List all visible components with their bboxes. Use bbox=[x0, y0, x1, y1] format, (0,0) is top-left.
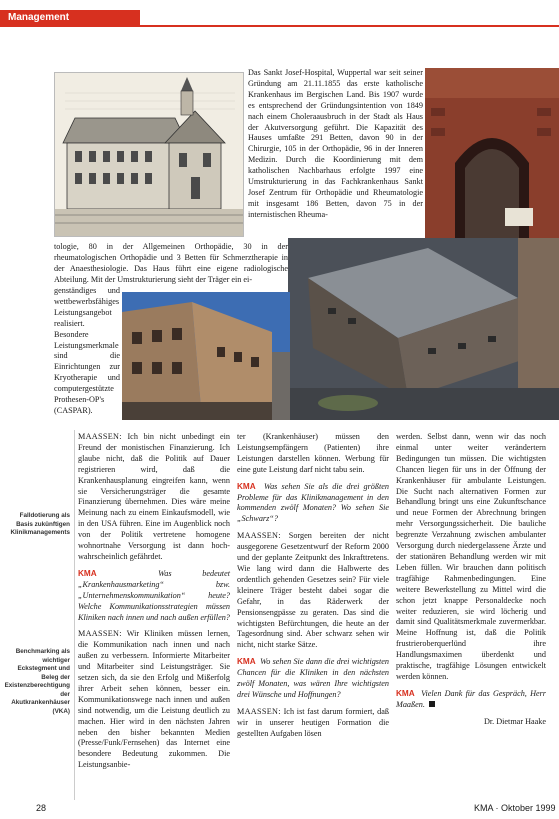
answer-paragraph: MAASSEN: Ich bin nicht unbedingt ein Freund der monistischen Finanzierung. Ich glaube nicht, daß die Politik auf Dauer registrieren wird, daß die Krankenhausplanung eingreifen kann, wenn sie Versicherungsträger die gesamte Finanzierung übernehmen. Dies wäre meine Meinung nach zu einem Einkaufsmodell, wie in den USA führen. Eine im Augenblick noch von der Politik vertretene homogene wohnortnahe Versorgung ist dann hoch-wahrscheinlich gefährdet. bbox=[78, 432, 231, 561]
answer-paragraph: MAASSEN: Sorgen bereiten der nicht ausgegorene Gesetzentwurf der Reform 2000 und der geplante Zeitpunkt des Inkrafttretens. Wie lang wird dann die Halbwerte des ordentlich gehenden Gesetzes sein? Für viele kleinere Träger besteht dabei sogar die Gefahr, in das Räderwerk der Pensionsengpässe zu geraten. Das sind die wichtigsten Befürchtungen, die heute an der Tagesordnung sind. Aber schwarz sehen wir nicht, nicht starke Sätze. bbox=[237, 531, 389, 650]
question-paragraph: KMA Wo sehen Sie dann die drei wichtigsten Chancen für die Kliniken in den nächsten zwölf Monaten, was wären Ihre wichtigsten drei Wünsche und Hoffnungen? bbox=[237, 657, 389, 699]
article-column-3 bbox=[396, 432, 546, 734]
question-paragraph: KMA Was sehen Sie als die drei größten Probleme für das Klinikmanagement in den kommenden zwölf Monaten? Wo sehen Sie „Schwarz“? bbox=[237, 481, 389, 524]
top-rule bbox=[0, 25, 559, 27]
issue-label: KMA · Oktober 1999 bbox=[474, 803, 556, 813]
street-building-photo bbox=[122, 292, 290, 420]
sidebar-divider bbox=[74, 430, 75, 800]
body-paragraph: werden. Selbst dann, wenn wir das noch einmal unter weiter verändertern Bedingungen tun müssen. Die wichtigsten Chancen liegen für uns in der Öffnung der Krankenhäuser für ambulante Leistungen. Die Sucht nach alternativen Formen zur Behandlung bringt uns eine Zukunftschance und neue Formen der Abrechnung bringen mehr Versorgungssicherheit. Die bauliche begrenzte Verzahnung zwischen ambulanter Versorgung durch niedergelassene Ärzte und der stationären Behandlung werden wir mit Leben füllen. Wir brauchen dann politisch tragfähige Rahmenbedingungen. Eine weitere Bewerkstellung zu Mittel wird die schon jetzt knappe Personaldecke noch weiter reduzieren, sie wird löcherig und damit sind Qualitätsmerkmale zuvermerkbar. Meine Hoffnung ist, daß die Politik frustrieroberquerlünd ihre Handlungsmaximen überdenkt und praktische, tragfähige Lösungen entwickelt werden können. bbox=[396, 432, 546, 681]
author-credit: Dr. Dietmar Haake bbox=[483, 716, 546, 726]
body-paragraph: ter (Krankenhäuser) müssen den Leistungsempfängern (Patienten) ihre Leistungen darstellen können. Werbung für eine gute Leistung darf nicht tabu sein. bbox=[237, 432, 389, 474]
end-mark-icon bbox=[429, 701, 435, 707]
photo-caption-narrow: genständiges und wettbewerbsfähiges Leistungsangebot realisiert. Besondere Leistungsmerkmale sind die Einrichtungen zur Kryotherapie und computergestützte Prothesen-OP's (CASPAR). bbox=[54, 286, 120, 415]
hospital-gate-photo bbox=[425, 68, 559, 253]
photo-caption-continued: tologie, 80 in der Allgemeinen Orthopädie, 30 in der rheumatologischen Orthopädie und 3 Betten für Schmerztherapie in der Anaesthesiologie. Das Haus führt eine eigene radiologische Abteilung. Mit der Umstrukturierung sieht der Träger ein ei- bbox=[54, 242, 288, 284]
closing-question: KMA Vielen Dank für das Gespräch, Herr Maaßen. bbox=[396, 688, 546, 709]
sidebar-note: Falldotierung als Basis zukünftigen Klinikmanagements bbox=[10, 512, 70, 536]
article-column-1 bbox=[78, 432, 230, 777]
aerial-city-photo bbox=[288, 238, 559, 420]
photo-caption-main: Das Sankt Josef-Hospital, Wuppertal war seit seiner Gründung am 21.11.1855 das erste katholische Krankenhaus im Bergischen Land. Bis 1907 wurde es entsprechend der Gründungsintention von 1849 nach einem Choleraausbruch in der Stadt als Haus der Akutversorgung geführt. Die Kapazität des Hauses umfaßte 291 Betten, davon 90 in der Chirurgie, 105 in der Orthopädie, 96 in der Inneren Medizin. Durch die Koordinierung mit dem katholischen Nachbarhaus erfolgte 1997 eine Umstrukturierung in das Fachkrankenhaus Sankt Josef Zentrum für Orthopädie und Rheumatologie mit insgesamt 186 Betten, davon 75 in der internistischen Rheuma- bbox=[248, 68, 423, 219]
section-tab: Management bbox=[0, 10, 140, 25]
article-column-2 bbox=[237, 432, 389, 746]
question-paragraph: KMA Was bedeutet „Krankenhausmarketing“ bzw. „Unternehmenskommunikation“ heute? Welche Kommunikationsstrategien müssen Kliniken nach innen und nach außen erfüllen? bbox=[78, 568, 230, 622]
answer-paragraph: MAASSEN: Wir Kliniken müssen lernen, die Kommunikation nach innen und nach außen zu verbessern. Informierte Mitarbeiter und Mitarbeiter sind Leistungsträger. Sie setzen sich, da sie den Erfolg und Mißerfolg ihrer Arbeit sehen können, besser ein. Kommunikationswege nach innen und außen sind notwendig, um die Leistung deutlich zu machen. Hier wird in den nächsten Jahren neben den bisher bekannten Medien (Presse/Funk/Fernsehen) das Internet eine besondere Bedeutung zukommen. Die Leistungsanbie- bbox=[78, 629, 230, 770]
page-number: 28 bbox=[36, 803, 47, 813]
hospital-engraving-image bbox=[54, 72, 244, 237]
answer-paragraph: MAASSEN: Ich ist fast darum formiert, daß wir in unserer heutigen Formation die gestellten Aufgaben lösen bbox=[237, 706, 390, 738]
sidebar-note: Benchmarking als wichtiger Eckstegment und Beleg der Existenzberechtigung der Akutkrankenhäuser (VKA) bbox=[4, 648, 70, 715]
